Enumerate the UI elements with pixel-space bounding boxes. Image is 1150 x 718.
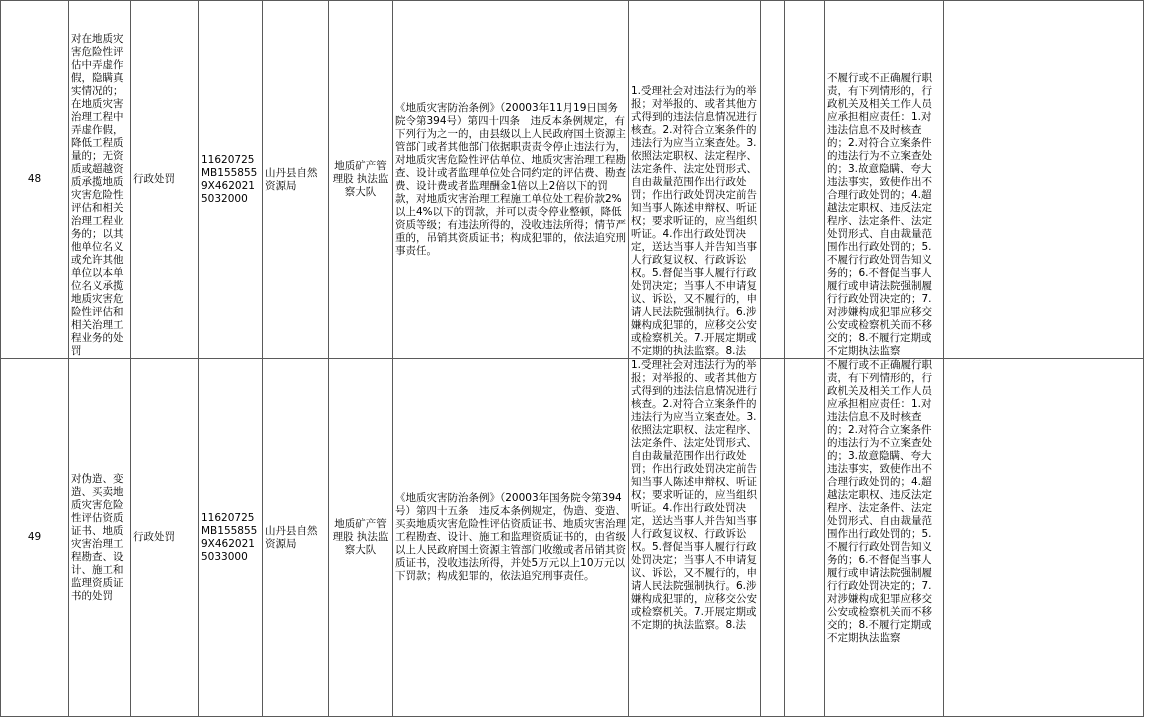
- accountability-text: 不履行或不正确履行职责，有下列情形的，行政机关及相关工作人员应承担相应责任：1.对违法信息不及时核查的；2.对符合立案条件的违法行为不立案查处的；3.故意隐瞒、夸大违法事实，致使作出不合理行政处罚的；4.超越法定职权、违反法定程序、法定条件、法定处罚形式、自由裁量范围作出行政处罚的；5.不履行行政处罚告知义务的；6.不督促当事人履行或申请法院强制履行行政处罚决定的；7.对涉嫌构成犯罪应移交公安或检察机关而不移交的；8.不履行定期或不定期执法监察: [827, 72, 932, 357]
- item-code-cell[interactable]: [199, 1, 263, 359]
- accountability-cell[interactable]: [825, 359, 944, 717]
- legal-basis: 《地质灾害防治条例》（20003年国务院令第394号）第四十五条 违反本条例规定，伪造、变造、买卖地质灾害危险性评估资质证书、地质灾害治理工程勘查、设计、施工和监理资质证书的，由省级以上人民政府国土资源主管部门收缴或者吊销其资质证书，没收违法所得，并处5万元以上10万元以下罚款；构成犯罪的，依法追究刑事责任。: [395, 492, 626, 582]
- item-code-cell[interactable]: [199, 359, 263, 717]
- empty-cell[interactable]: [944, 359, 1144, 717]
- empty-cell[interactable]: [785, 359, 825, 717]
- department: 山丹县自然资源局: [265, 524, 318, 550]
- row-index-cell[interactable]: [1, 359, 69, 717]
- empty-cell[interactable]: [761, 1, 785, 359]
- responsibility-cell[interactable]: [629, 359, 761, 717]
- handling-unit-cell[interactable]: [329, 1, 393, 359]
- department: 山丹县自然资源局: [265, 166, 318, 192]
- department-cell[interactable]: [263, 359, 329, 717]
- row-index: 48: [27, 173, 42, 185]
- item-name: 对在地质灾害危险性评估中弄虚作假，隐瞒真实情况的；在地质灾害治理工程中弄虚作假，降低工程质量的；无资质或超越资质承揽地质灾害危险性评估和相关治理工程业务的；以其他单位名义或允许其他单位以本单位名义承揽地质灾害危险性评估和相关治理工程业务的处罚: [71, 33, 124, 357]
- legal-basis-cell[interactable]: [393, 359, 629, 717]
- row-index-cell[interactable]: [1, 1, 69, 359]
- power-type-cell[interactable]: [131, 1, 199, 359]
- empty-cell[interactable]: [761, 359, 785, 717]
- handling-unit: 地质矿产管理股 执法监察大队: [332, 518, 389, 556]
- table-row: [1, 1, 1144, 359]
- responsibility-text: 1.受理社会对违法行为的举报；对举报的、或者其他方式得到的违法信息情况进行核查。2.对符合立案条件的违法行为应当立案查处。3.依照法定职权、法定程序、法定条件、法定处罚形式、自由裁量范围作出行政处罚；作出行政处罚决定前告知当事人陈述申辩权、听证权；要求听证的，应当组织听证。4.作出行政处罚决定，送达当事人并告知当事人行政复议权、行政诉讼权。5.督促当事人履行行政处罚决定；当事人不申请复议、诉讼，又不履行的，申请人民法院强制执行。6.涉嫌构成犯罪的，应移交公安或检察机关。7.开展定期或不定期的执法监察。8.法: [631, 359, 757, 631]
- handling-unit: 地质矿产管理股 执法监察大队: [332, 160, 389, 198]
- row-index: 49: [27, 531, 42, 543]
- power-type: 行政处罚: [133, 173, 175, 185]
- handling-unit-cell[interactable]: [329, 359, 393, 717]
- item-name-cell[interactable]: [69, 359, 131, 717]
- empty-cell[interactable]: [785, 1, 825, 359]
- empty-cell[interactable]: [944, 1, 1144, 359]
- table-row: [1, 359, 1144, 717]
- department-cell[interactable]: [263, 1, 329, 359]
- item-code: 11620725MB1558559X4620215033000: [201, 511, 258, 563]
- legal-basis: 《地质灾害防治条例》（20003年11月19日国务院令第394号）第四十四条 违反本条例规定，有下列行为之一的，由县级以上人民政府国土资源主管部门或者其他部门依据职责责令停止违法行为，对地质灾害危险性评估单位、地质灾害治理工程勘查、设计或者监理单位处合同约定的评估费、勘查费、设计费或者监理酬金1倍以上2倍以下的罚款，对地质灾害治理工程施工单位处工程价款2%以上4%以下的罚款，并可以责令停业整顿，降低资质等级；有违法所得的，没收违法所得；情节严重的，吊销其资质证书；构成犯罪的，依法追究刑事责任。: [395, 101, 626, 257]
- legal-basis-cell[interactable]: [393, 1, 629, 359]
- item-name: 对伪造、变造、买卖地质灾害危险性评估资质证书、地质灾害治理工程勘查、设计、施工和监理资质证书的处罚: [71, 472, 124, 602]
- power-type: 行政处罚: [133, 531, 175, 543]
- item-code: 11620725MB1558559X4620215032000: [201, 153, 258, 205]
- responsibility-text: 1.受理社会对违法行为的举报；对举报的、或者其他方式得到的违法信息情况进行核查。2.对符合立案条件的违法行为应当立案查处。3.依照法定职权、法定程序、法定条件、法定处罚形式、自由裁量范围作出行政处罚；作出行政处罚决定前告知当事人陈述申辩权、听证权；要求听证的，应当组织听证。4.作出行政处罚决定，送达当事人并告知当事人行政复议权、行政诉讼权。5.督促当事人履行行政处罚决定；当事人不申请复议、诉讼，又不履行的，申请人民法院强制执行。6.涉嫌构成犯罪的，应移交公安或检察机关。7.开展定期或不定期的执法监察。8.法: [631, 85, 757, 357]
- power-type-cell[interactable]: [131, 359, 199, 717]
- item-name-cell[interactable]: [69, 1, 131, 359]
- accountability-text: 不履行或不正确履行职责，有下列情形的，行政机关及相关工作人员应承担相应责任：1.对违法信息不及时核查的；2.对符合立案条件的违法行为不立案查处的；3.故意隐瞒、夸大违法事实，致使作出不合理行政处罚的；4.超越法定职权、违反法定程序、法定条件、法定处罚形式、自由裁量范围作出行政处罚的；5.不履行行政处罚告知义务的；6.不督促当事人履行或申请法院强制履行行政处罚决定的；7.对涉嫌构成犯罪应移交公安或检察机关而不移交的；8.不履行定期或不定期执法监察: [827, 359, 932, 644]
- responsibility-cell[interactable]: [629, 1, 761, 359]
- accountability-cell[interactable]: [825, 1, 944, 359]
